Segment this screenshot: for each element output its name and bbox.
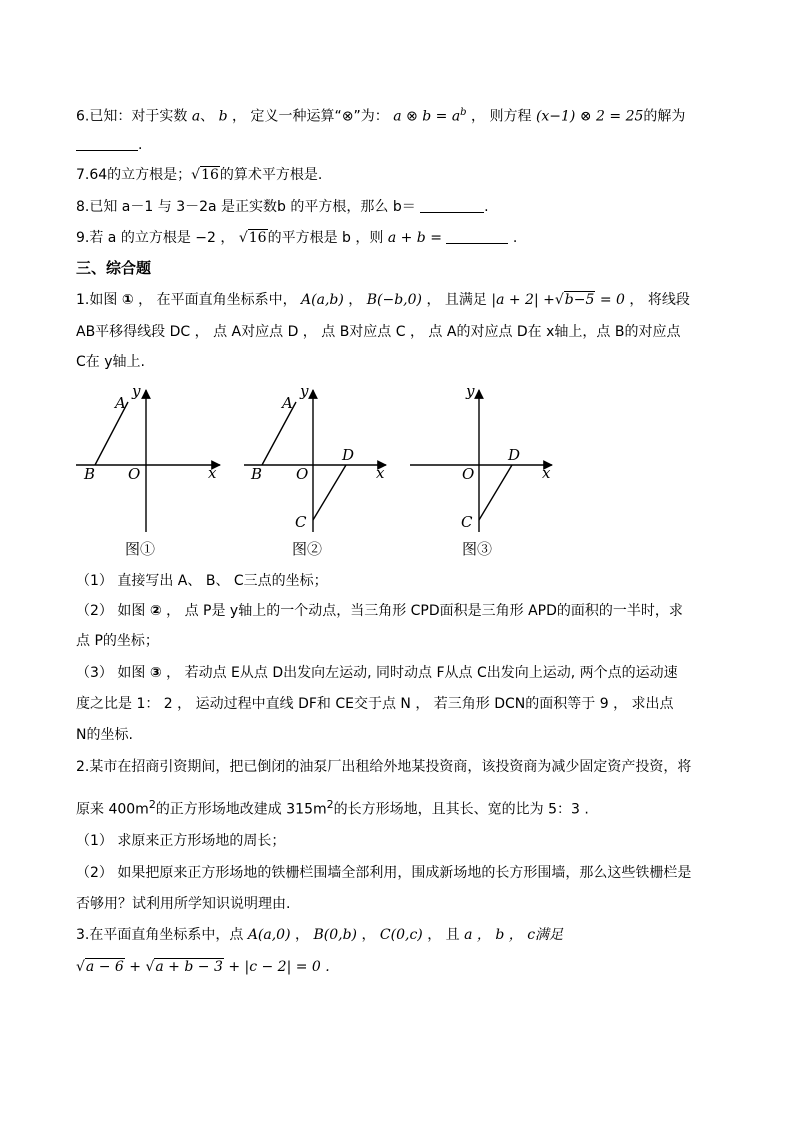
figure-3 [410,382,552,558]
point-A: A(a,0) [247,927,291,943]
coordinate-figures [70,380,570,565]
question-8 [76,198,489,216]
point-B: B(0,b) [313,927,357,943]
label-O: O [296,465,309,483]
label-A: A [282,394,293,412]
label-D: D [342,446,355,464]
label-D: D [508,446,521,464]
p3-text: ， 且 [427,927,460,943]
q7-text: 的算术平方根是. [219,167,323,183]
sqrt-2: √a + b − 3 [145,959,223,975]
section-heading: 三、综合题 [76,259,152,277]
problem-1-line-3: C在 y轴上. [76,354,145,370]
q6-suffix: 的解为 [643,108,686,125]
p3-text: 3.在平面直角坐标系中，点 [76,927,244,943]
problem-2-sub-2: （2） 如果把原来正方形场地的铁栅栏围墙全部利用，围成新场地的长方形围墙，那么这些铁栅栏是 [76,865,692,881]
circled-3: ③ [149,665,162,681]
figure-1 [76,382,220,558]
q8-text: 8.已知 a－1 与 3－2a 是正实数b 的平方根，那么 b＝ [76,199,416,215]
problem-1-sub-3-end: N的坐标. [76,727,133,743]
answer-blank[interactable] [446,229,508,244]
label-B: B [84,465,96,483]
sep: ， [295,927,310,943]
eq-zero: = 0 [599,292,625,308]
expression: a + b = [387,230,442,246]
label-O: O [128,465,141,483]
var-a: a [191,108,201,125]
var-b: b [218,108,228,125]
circled-2: ② [149,603,162,619]
label-C: C [461,513,473,531]
q9-text: 9.若 a 的立方根是 −2 ， [76,230,235,246]
point-C: C(0,c) [379,927,423,943]
figures [70,380,570,565]
label-O: O [462,465,475,483]
p2-text: 原来 400m [76,801,149,818]
q6-text: ， 定义一种运算“ [232,108,342,125]
question-7 [76,166,322,184]
abs-tail: + |c − 2| = 0 . [228,959,330,975]
problem-1-sub-2-cont: 点 P的坐标； [76,633,159,649]
figure-1-caption: 图① [125,540,156,558]
point-B: B(−b,0) [366,292,422,308]
question-6 [76,104,685,126]
equation: (x−1) ⊗ 2 = 25 [535,108,644,125]
y-label: y [466,382,475,400]
sqrt-1: √a − 6 [76,959,124,975]
sep: ， [361,927,376,943]
problem-2-line-2 [76,796,589,819]
label-A: A [115,394,126,412]
x-label: x [208,464,217,482]
answer-blank[interactable] [420,198,484,213]
question-6-blank-line: . [76,136,142,154]
x-label: x [376,464,385,482]
problem-1-line-2: AB平移得线段 DC ， 点 A对应点 D ， 点 B对应点 C ， 点 A的对应点 D在 x轴上，点 B的对应点 [76,324,681,340]
question-9 [76,229,517,247]
pow-base: a [451,108,461,125]
p1-text: ， 将线段 [629,292,690,308]
y-label: y [132,382,141,400]
problem-1-sub-2 [76,602,683,620]
problem-1-sub-3 [76,664,678,682]
p1-text: ， 点 P是 y轴上的一个动点，当三角形 CPD面积是三角形 APD的面积的一半时，求 [166,603,683,619]
p2-text: 的正方形场地改建成 315m [155,801,327,818]
problem-3-line-2 [76,958,330,976]
def-a: a [393,108,402,125]
p1-text: （2） 如图 [76,603,146,619]
plus: + [129,959,141,975]
y-label: y [300,382,309,400]
otimes-symbol: ⊗ [341,108,354,125]
sqrt-16: √16 [238,230,267,246]
period: . [484,199,489,215]
q6-text: ”为： [353,108,389,125]
label-B: B [251,465,263,483]
point-A: A(a,b) [301,292,344,308]
pow-exp: b [460,107,467,118]
equals: = [431,108,452,125]
q6-prefix: 6.已知：对于实数 [76,108,188,125]
problem-2-line-1: 2.某市在招商引资期间，把已倒闭的油泵厂出租给外地某投资商，该投资商为减少固定资产投资，将 [76,759,692,775]
problem-3-line-1 [76,926,563,944]
sep: 、 [200,108,215,125]
p2-text: 的长方形场地，且其长、宽的比为 5：3 . [333,801,589,818]
q9-text: 的平方根是 b ，则 [267,230,384,246]
p1-text: ， [348,292,363,308]
q7-text: 7.64的立方根是； [76,167,192,183]
problem-2-sub-1: （1） 求原来正方形场地的周长； [76,833,286,849]
p1-text: ， 若动点 E从点 D出发向左运动, 同时动点 F从点 C出发向上运动, 两个点的运动速 [166,665,678,681]
label-C: C [295,513,307,531]
problem-2-sub-2-cont: 否够用？试利用所学知识说明理由. [76,896,291,912]
x-label: x [542,464,551,482]
q6-text: ， 则方程 [471,108,532,125]
p1-text: 1.如图 [76,292,118,308]
period: . [512,230,518,246]
p1-text: ， 且满足 [426,292,487,308]
segment-CD [313,465,346,520]
problem-1-line-1 [76,291,690,309]
problem-1-sub-1: （1） 直接写出 A、 B、 C三点的坐标； [76,573,328,589]
def-b: b [422,108,432,125]
sqrt-expr: √b−5 [554,292,595,308]
otimes-symbol: ⊗ [406,108,418,125]
p1-text: （3） 如图 [76,665,146,681]
figure-2-caption: 图② [292,540,323,558]
figure-2 [244,382,386,558]
figure-3-caption: 图③ [462,540,493,558]
p1-text: ， 在平面直角坐标系中， [138,292,297,308]
variables: a ， b ， c满足 [464,927,564,943]
sqrt-16: √16 [191,167,219,183]
segment-CD [479,465,512,520]
abs-expr: |a + 2| + [491,292,555,308]
circled-1: ① [121,292,134,308]
answer-blank[interactable] [76,136,138,151]
problem-1-sub-3-cont: 度之比是 1： 2 ， 运动过程中直线 DF和 CE交于点 N ， 若三角形 DCN的面积等于 9 ， 求出点 [76,696,674,712]
superscript: 2 [326,798,334,811]
superscript: 2 [148,798,156,811]
